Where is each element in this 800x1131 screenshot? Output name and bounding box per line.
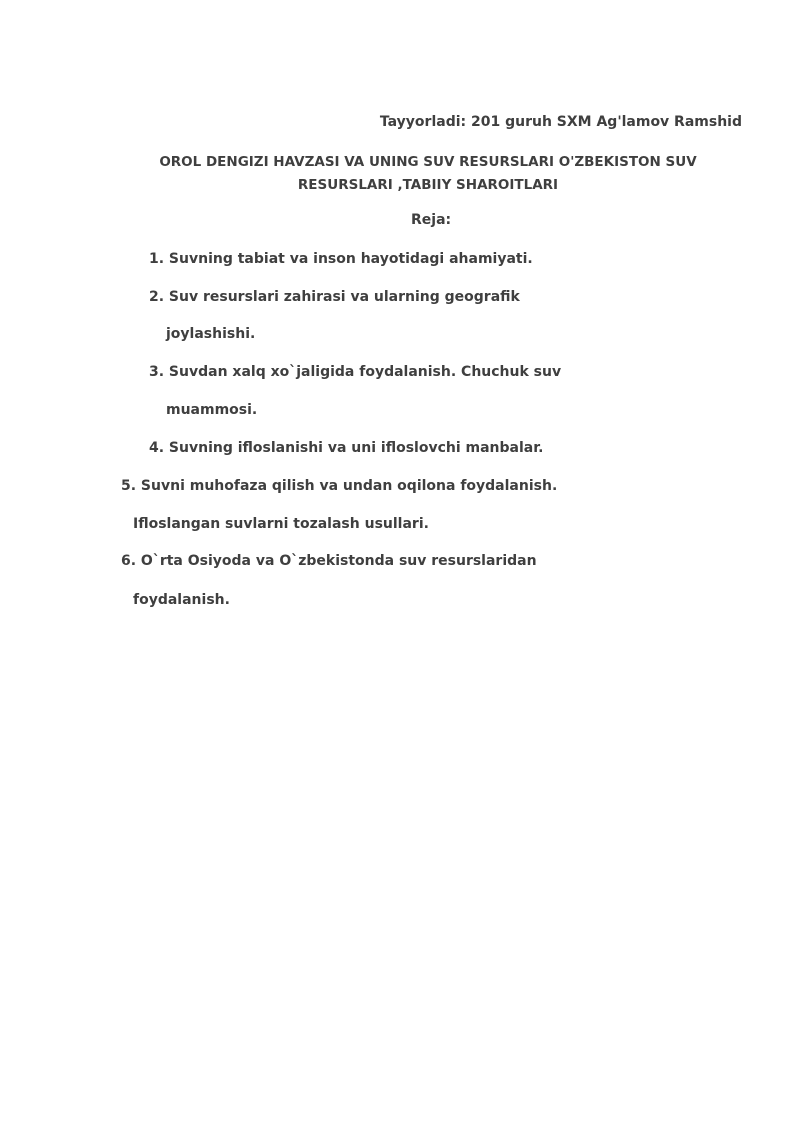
plan-heading: Reja:: [411, 212, 452, 228]
plan-item-1: 1. Suvning tabiat va inson hayotidagi ahamiyati.: [149, 251, 533, 267]
plan-item-4: 4. Suvning ifloslanishi va uni ifloslovchi manbalar.: [149, 440, 544, 456]
document-title: [120, 151, 736, 197]
plan-item-5-continuation: Ifloslangan suvlarni tozalash usullari.: [133, 516, 429, 532]
plan-item-2: 2. Suv resurslari zahirasi va ularning geografik: [149, 289, 520, 305]
title-line-2: RESURSLARI ,TABIIY SHAROITLARI: [297, 177, 559, 193]
plan-item-5: 5. Suvni muhofaza qilish va undan oqilona foydalanish.: [121, 478, 558, 494]
plan-item-3: 3. Suvdan xalq xo`jaligida foydalanish. Chuchuk suv: [149, 364, 562, 380]
plan-item-6-continuation: foydalanish.: [133, 592, 230, 608]
plan-item-2-continuation: joylashishi.: [166, 326, 256, 342]
plan-item-6: 6. O`rta Osiyoda va O`zbekistonda suv resurslaridan: [121, 553, 537, 569]
author-line: Tayyorladi: 201 guruh SXM Ag'lamov Ramshid: [379, 114, 742, 130]
title-line-1: OROL DENGIZI HAVZASI VA UNING SUV RESURSLARI O'ZBEKISTON SUV: [159, 154, 697, 170]
plan-item-3-continuation: muammosi.: [166, 402, 258, 418]
